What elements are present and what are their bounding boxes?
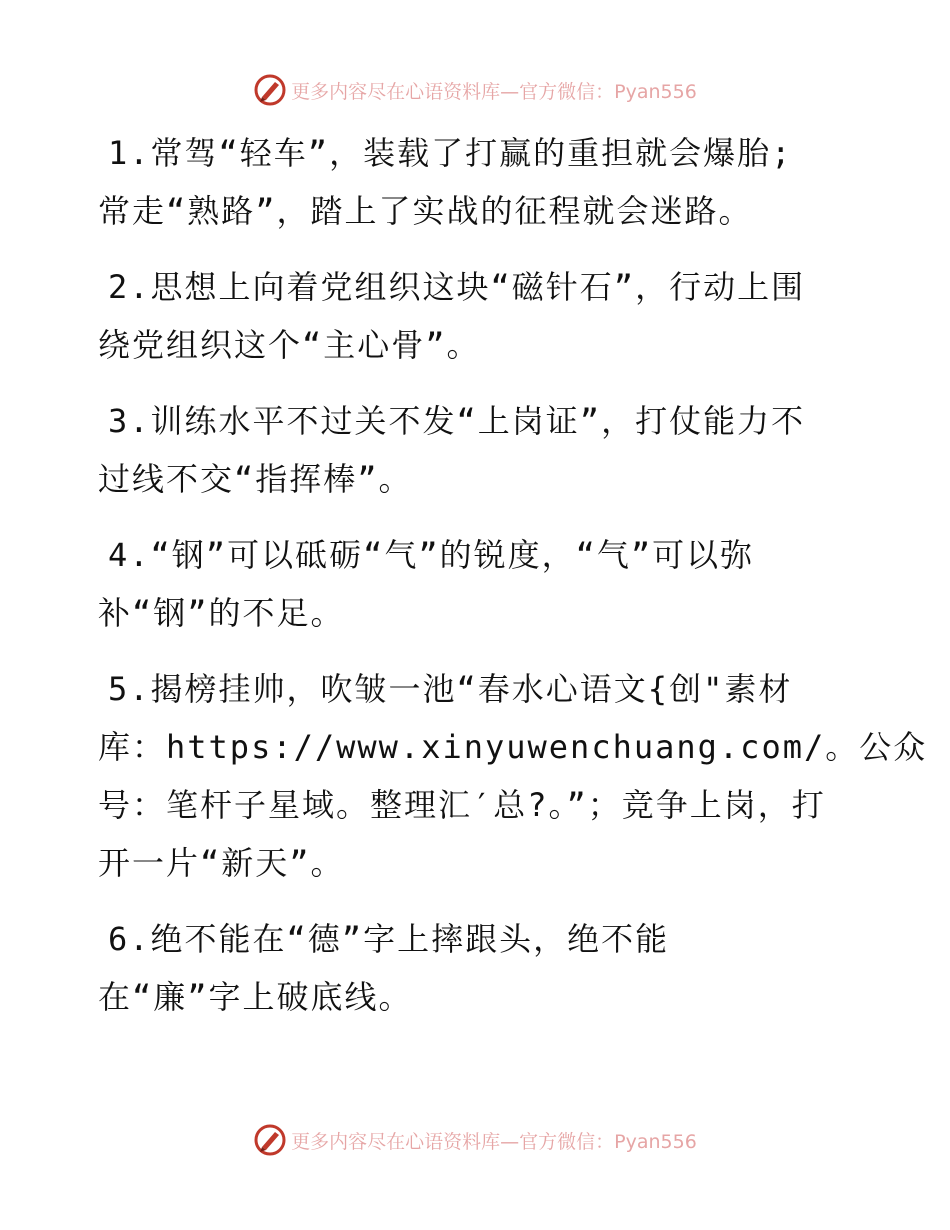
paragraph-line: 补“钢”的不足。 [98, 594, 345, 632]
pen-seal-icon [253, 1123, 287, 1157]
paragraph-line: 6.绝不能在“德”字上摔跟头，绝不能 [108, 920, 670, 958]
pen-seal-icon [253, 73, 287, 107]
paragraph-line: 绕党组织这个“主心骨”。 [98, 326, 481, 364]
header-banner [0, 70, 950, 110]
footer-banner-text: 更多内容尽在心语资料库—官方微信：Pyan556 [291, 1130, 697, 1153]
paragraph-line: 2.思想上向着党组织这块“磁针石”，行动上围 [108, 268, 806, 306]
paragraph-1 [98, 124, 858, 240]
paragraph-line: 常走“熟路”，踏上了实战的征程就会迷路。 [98, 192, 753, 230]
paragraph-2 [98, 258, 858, 374]
paragraph-line: 1.常驾“轻车”，装载了打赢的重担就会爆胎; [108, 134, 793, 172]
paragraph-line: 开一片“新天”。 [98, 844, 345, 882]
paragraph-line: 4.“钢”可以砥砺“气”的锐度，“气”可以弥 [108, 536, 755, 574]
paragraph-line: 号：笔杆子星域。整理汇′总?。”；竞争上岗，打 [98, 786, 826, 824]
paragraph-4 [98, 526, 858, 642]
paragraph-line: 过线不交“指挥棒”。 [98, 460, 413, 498]
paragraph-6 [98, 910, 858, 1026]
paragraph-3 [98, 392, 858, 508]
header-banner-text: 更多内容尽在心语资料库—官方微信：Pyan556 [291, 80, 697, 103]
document-body [98, 124, 928, 1044]
paragraph-line: 库：https://www.xinyuwenchuang.com/。公众 [98, 728, 928, 766]
paragraph-line: 在“廉”字上破底线。 [98, 978, 413, 1016]
paragraph-line: 5.揭榜挂帅，吹皱一池“春水心语文{创"素材 [108, 670, 793, 708]
footer-banner [0, 1120, 950, 1160]
paragraph-line: 3.训练水平不过关不发“上岗证”，打仗能力不 [108, 402, 806, 440]
paragraph-5 [98, 660, 928, 892]
